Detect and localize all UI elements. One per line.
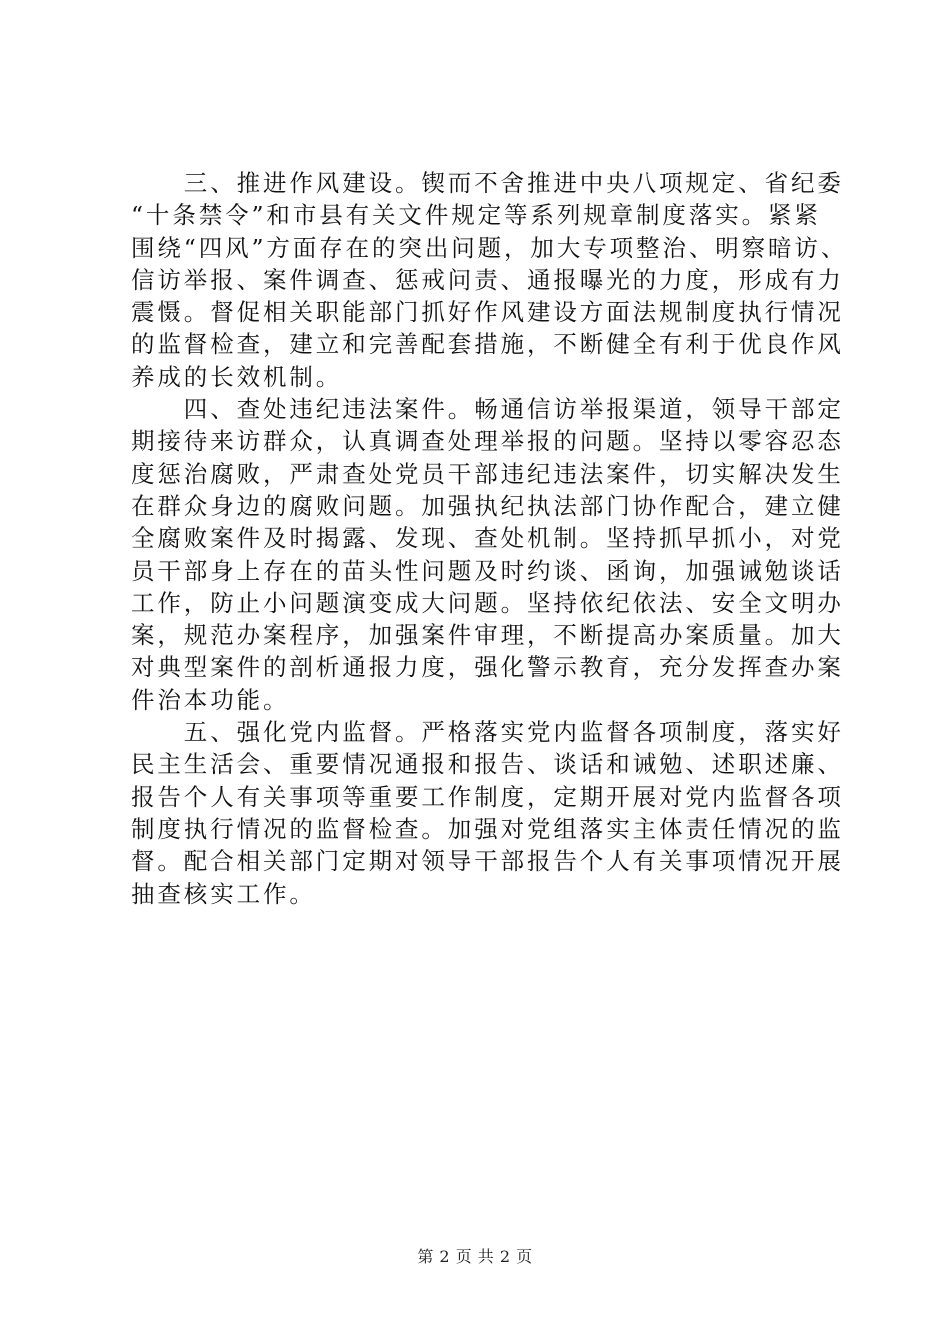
text-line: 在群众身边的腐败问题。加强执纪执法部门协作配合，建立健: [131, 491, 844, 520]
text-line: 度惩治腐败，严肃查处党员干部违纪违法案件，切实解决发生: [131, 459, 844, 488]
text-line: 的监督检查，建立和完善配套措施，不断健全有利于优良作风: [131, 330, 844, 359]
text-line: 围绕“四风”方面存在的突出问题，加大专项整治、明察暗访、: [131, 233, 848, 262]
text-line: 员干部身上存在的苗头性问题及时约谈、函询，加强诫勉谈话: [131, 556, 844, 585]
text-line: 督。配合相关部门定期对领导干部报告个人有关事项情况开展: [131, 847, 844, 876]
document-body: [131, 167, 848, 910]
page-number-footer: 第 2 页 共 2 页: [417, 1247, 533, 1266]
text-line: 期接待来访群众，认真调查处理举报的问题。坚持以零容忍态: [131, 427, 844, 456]
text-line: 报告个人有关事项等重要工作制度，定期开展对党内监督各项: [131, 782, 844, 811]
text-line: 养成的长效机制。: [131, 362, 343, 391]
text-line: 三、推进作风建设。锲而不舍推进中央八项规定、省纪委: [131, 169, 844, 197]
text-line: 全腐败案件及时揭露、发现、查处机制。坚持抓早抓小，对党: [131, 524, 844, 553]
text-line: “十条禁令”和市县有关文件规定等系列规章制度落实。紧紧: [131, 201, 821, 230]
text-line: 四、查处违纪违法案件。畅通信访举报渠道，领导干部定: [131, 395, 844, 424]
text-line: 民主生活会、重要情况通报和报告、谈话和诫勉、述职述廉、: [131, 750, 844, 779]
text-line: 信访举报、案件调查、惩戒问责、通报曝光的力度，形成有力: [131, 265, 844, 294]
text-line: 五、强化党内监督。严格落实党内监督各项制度，落实好: [131, 718, 844, 747]
text-line: 制度执行情况的监督检查。加强对党组落实主体责任情况的监: [131, 814, 844, 843]
text-line: 震慑。督促相关职能部门抓好作风建设方面法规制度执行情况: [131, 298, 844, 327]
text-line: 对典型案件的剖析通报力度，强化警示教育，充分发挥查办案: [131, 653, 844, 682]
text-line: 案，规范办案程序，加强案件审理，不断提高办案质量。加大: [131, 621, 844, 650]
text-line: 抽查核实工作。: [131, 879, 316, 908]
text-line: 件治本功能。: [131, 685, 290, 714]
text-line: 工作，防止小问题演变成大问题。坚持依纪依法、安全文明办: [131, 588, 844, 617]
